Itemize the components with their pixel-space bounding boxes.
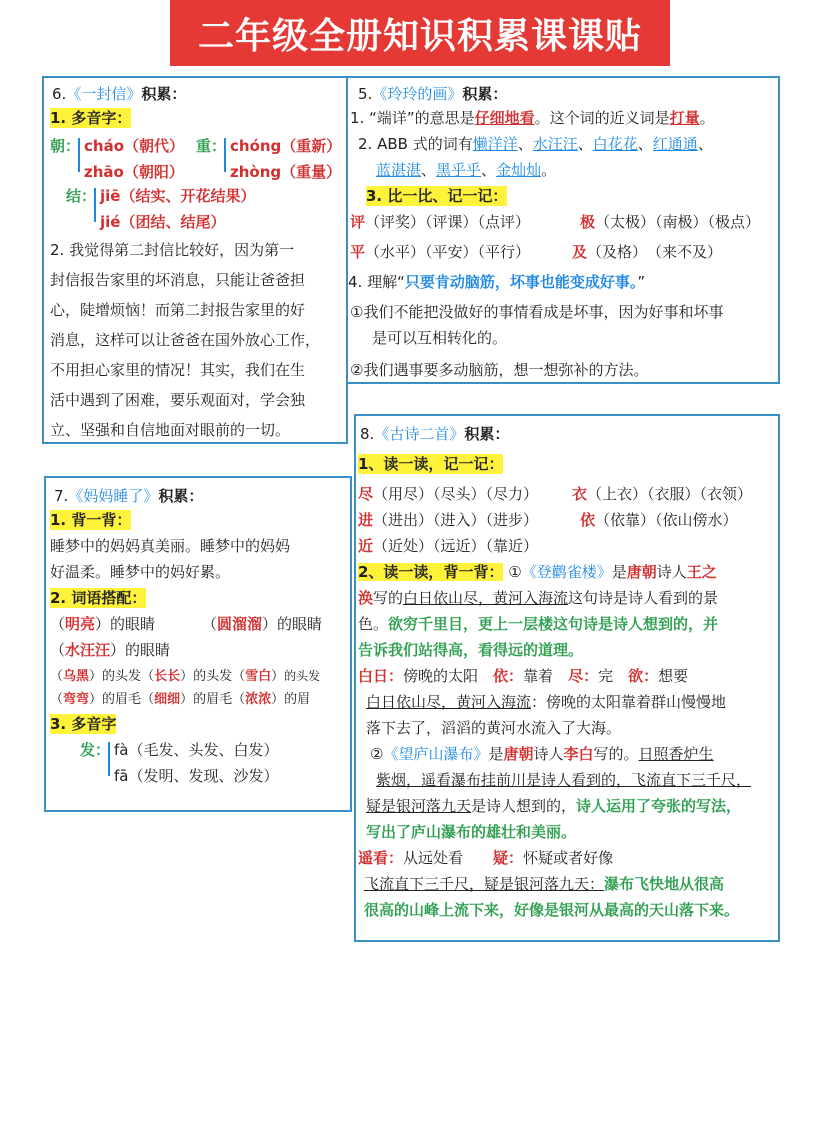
polyphone-char: 重：	[196, 137, 227, 155]
section-8-heading: 8.《古诗二首》积累：	[360, 425, 510, 443]
subheading-polyphone: 3. 多音字	[50, 715, 117, 733]
word-row: 尽（用尽）（尽头）（尽力）	[358, 485, 539, 503]
section-7-box	[44, 476, 352, 812]
paragraph-line: 不用担心家里的情况！其实，我们在生	[50, 361, 306, 379]
polyphone-reading: jié（团结、结尾）	[100, 213, 226, 231]
compare-row: 及（及格） （来不及）	[572, 243, 723, 261]
subheading-polyphone: 1. 多音字：	[50, 109, 132, 127]
compare-row: 评（评奖）（评课）（点评）	[350, 213, 531, 231]
poem-2-line: ②《望庐山瀑布》是唐朝诗人李白写的。日照香炉生	[370, 745, 714, 763]
collocation-row: （乌黑）的头发（长长）的头发（雪白）的头发	[50, 669, 321, 684]
collocation-row: （水汪汪）的眼睛	[50, 641, 171, 659]
abb-words-line: 2. ABB 式的词有懒洋洋、水汪汪、白花花、红通通、	[358, 135, 713, 153]
word-row: 依（依靠）（依山傍水）	[580, 511, 738, 529]
polyphone-reading: chóng（重新）	[230, 137, 342, 155]
understand-line: 4. 理解“只要肯动脑筋，坏事也能变成好事。”	[348, 273, 646, 291]
bracket	[94, 188, 96, 222]
paragraph-line: ②我们遇事要多动脑筋，想一想弥补的方法。	[350, 361, 649, 379]
poem-2-line: 疑是银河落九天是诗人想到的，诗人运用了夸张的写法，	[366, 797, 742, 815]
collocation-row: （圆溜溜）的眼睛	[202, 615, 323, 633]
section-number: 6.	[52, 85, 67, 103]
abb-words-line: 蓝湛湛、黑乎乎、金灿灿。	[376, 161, 557, 179]
subheading-recite: 1. 背一背：	[50, 511, 132, 529]
paragraph-line: 消息，这样可以让爸爸在国外放心工作，	[50, 331, 321, 349]
bracket	[108, 742, 110, 776]
poem-1-line: 告诉我们站得高，看得远的道理。	[358, 641, 584, 659]
poem-1-line: 涣写的白日依山尽，黄河入海流这句诗是诗人看到的景	[358, 589, 719, 607]
compare-row: 极（太极）（南极）（极点）	[580, 213, 761, 231]
poem-2-line: 写出了庐山瀑布的雄壮和美丽。	[366, 823, 577, 841]
gloss-row: 白日：傍晚的太阳 依：靠着 尽：完 欲：想要	[358, 667, 689, 685]
polyphone-reading: zhòng（重量）	[230, 163, 342, 181]
polyphone-char: 发：	[80, 741, 111, 759]
polyphone-reading: jiē（结实、开花结果）	[100, 187, 256, 205]
polyphone-reading: zhāo（朝阳）	[84, 163, 184, 181]
collocation-row: （明亮）的眼睛	[50, 615, 156, 633]
polyphone-char: 朝：	[50, 137, 81, 155]
translation-line: 飞流直下三千尺，疑是银河落九天：瀑布飞快地从很高	[364, 875, 725, 893]
paragraph-line: 是可以互相转化的。	[372, 329, 508, 347]
bracket	[224, 138, 226, 172]
paragraph-line: 封信报告家里的坏消息，只能让爸爸担	[50, 271, 306, 289]
translation-line: 白日依山尽，黄河入海流：傍晚的太阳靠着群山慢慢地	[366, 693, 727, 711]
bracket	[78, 138, 80, 172]
heading-suffix: 积累：	[141, 85, 187, 103]
compare-row: 平（水平）（平安）（平行）	[350, 243, 531, 261]
section-7-heading: 7.《妈妈睡了》积累：	[54, 487, 204, 505]
subheading-read-remember: 1、读一读，记一记：	[358, 455, 504, 473]
polyphone-char: 结：	[66, 187, 97, 205]
word-row: 衣（上衣）（衣服）（衣领）	[572, 485, 753, 503]
lesson-title: 《一封信》	[66, 85, 142, 103]
paragraph-line: 好温柔。睡梦中的妈好累。	[50, 563, 231, 581]
paragraph-line: 活中遇到了困难，要乐观面对，学会独	[50, 391, 306, 409]
polyphone-reading: fā（发明、发现、沙发）	[114, 767, 279, 785]
translation-line: 很高的山峰上流下来，好像是银河从最高的天山落下来。	[364, 901, 740, 919]
polyphone-reading: cháo（朝代）	[84, 137, 184, 155]
translation-line: 落下去了，滔滔的黄河水流入了大海。	[366, 719, 622, 737]
section-6-heading	[52, 84, 186, 104]
gloss-row: 遥看：从远处看 疑：怀疑或者好像	[358, 849, 614, 867]
collocation-row: （弯弯）的眉毛（细细）的眉毛（浓浓）的眉	[50, 692, 311, 707]
page-banner	[170, 0, 670, 66]
poem-1-line: 2、读一读，背一背： ①《登鹳雀楼》是唐朝诗人王之	[358, 563, 717, 581]
paragraph-line: 立、坚强和自信地面对眼前的一切。	[50, 421, 291, 439]
section-6-box	[42, 76, 348, 444]
paragraph-line: 2. 我觉得第二封信比较好，因为第一	[50, 241, 295, 259]
poem-1-line: 色。欲穷千里目，更上一层楼这句诗是诗人想到的，并	[358, 615, 719, 633]
page-title: 二年级全册知识积累课课贴	[197, 15, 642, 57]
meaning-line: 1. “端详”的意思是仔细地看。这个词的近义词是打量。	[350, 109, 715, 127]
poem-2-line: 紫烟，遥看瀑布挂前川是诗人看到的，飞流直下三千尺，	[376, 771, 752, 789]
paragraph-line: 心，陡增烦恼！而第二封报告家里的好	[50, 301, 306, 319]
polyphone-reading: fà（毛发、头发、白发）	[114, 741, 279, 759]
section-5-heading: 5.《玲玲的画》积累：	[358, 85, 508, 103]
section-5-box	[346, 76, 780, 384]
paragraph-line: ①我们不能把没做好的事情看成是坏事，因为好事和坏事	[350, 303, 724, 321]
word-row: 近（近处）（远近）（靠近）	[358, 537, 539, 555]
section-8-box	[354, 414, 780, 942]
subheading-collocation: 2. 词语搭配：	[50, 589, 147, 607]
subheading-compare: 3. 比一比、记一记：	[366, 187, 508, 205]
paragraph-line: 睡梦中的妈妈真美丽。睡梦中的妈妈	[50, 537, 291, 555]
word-row: 进（进出）（进入）（进步）	[358, 511, 539, 529]
